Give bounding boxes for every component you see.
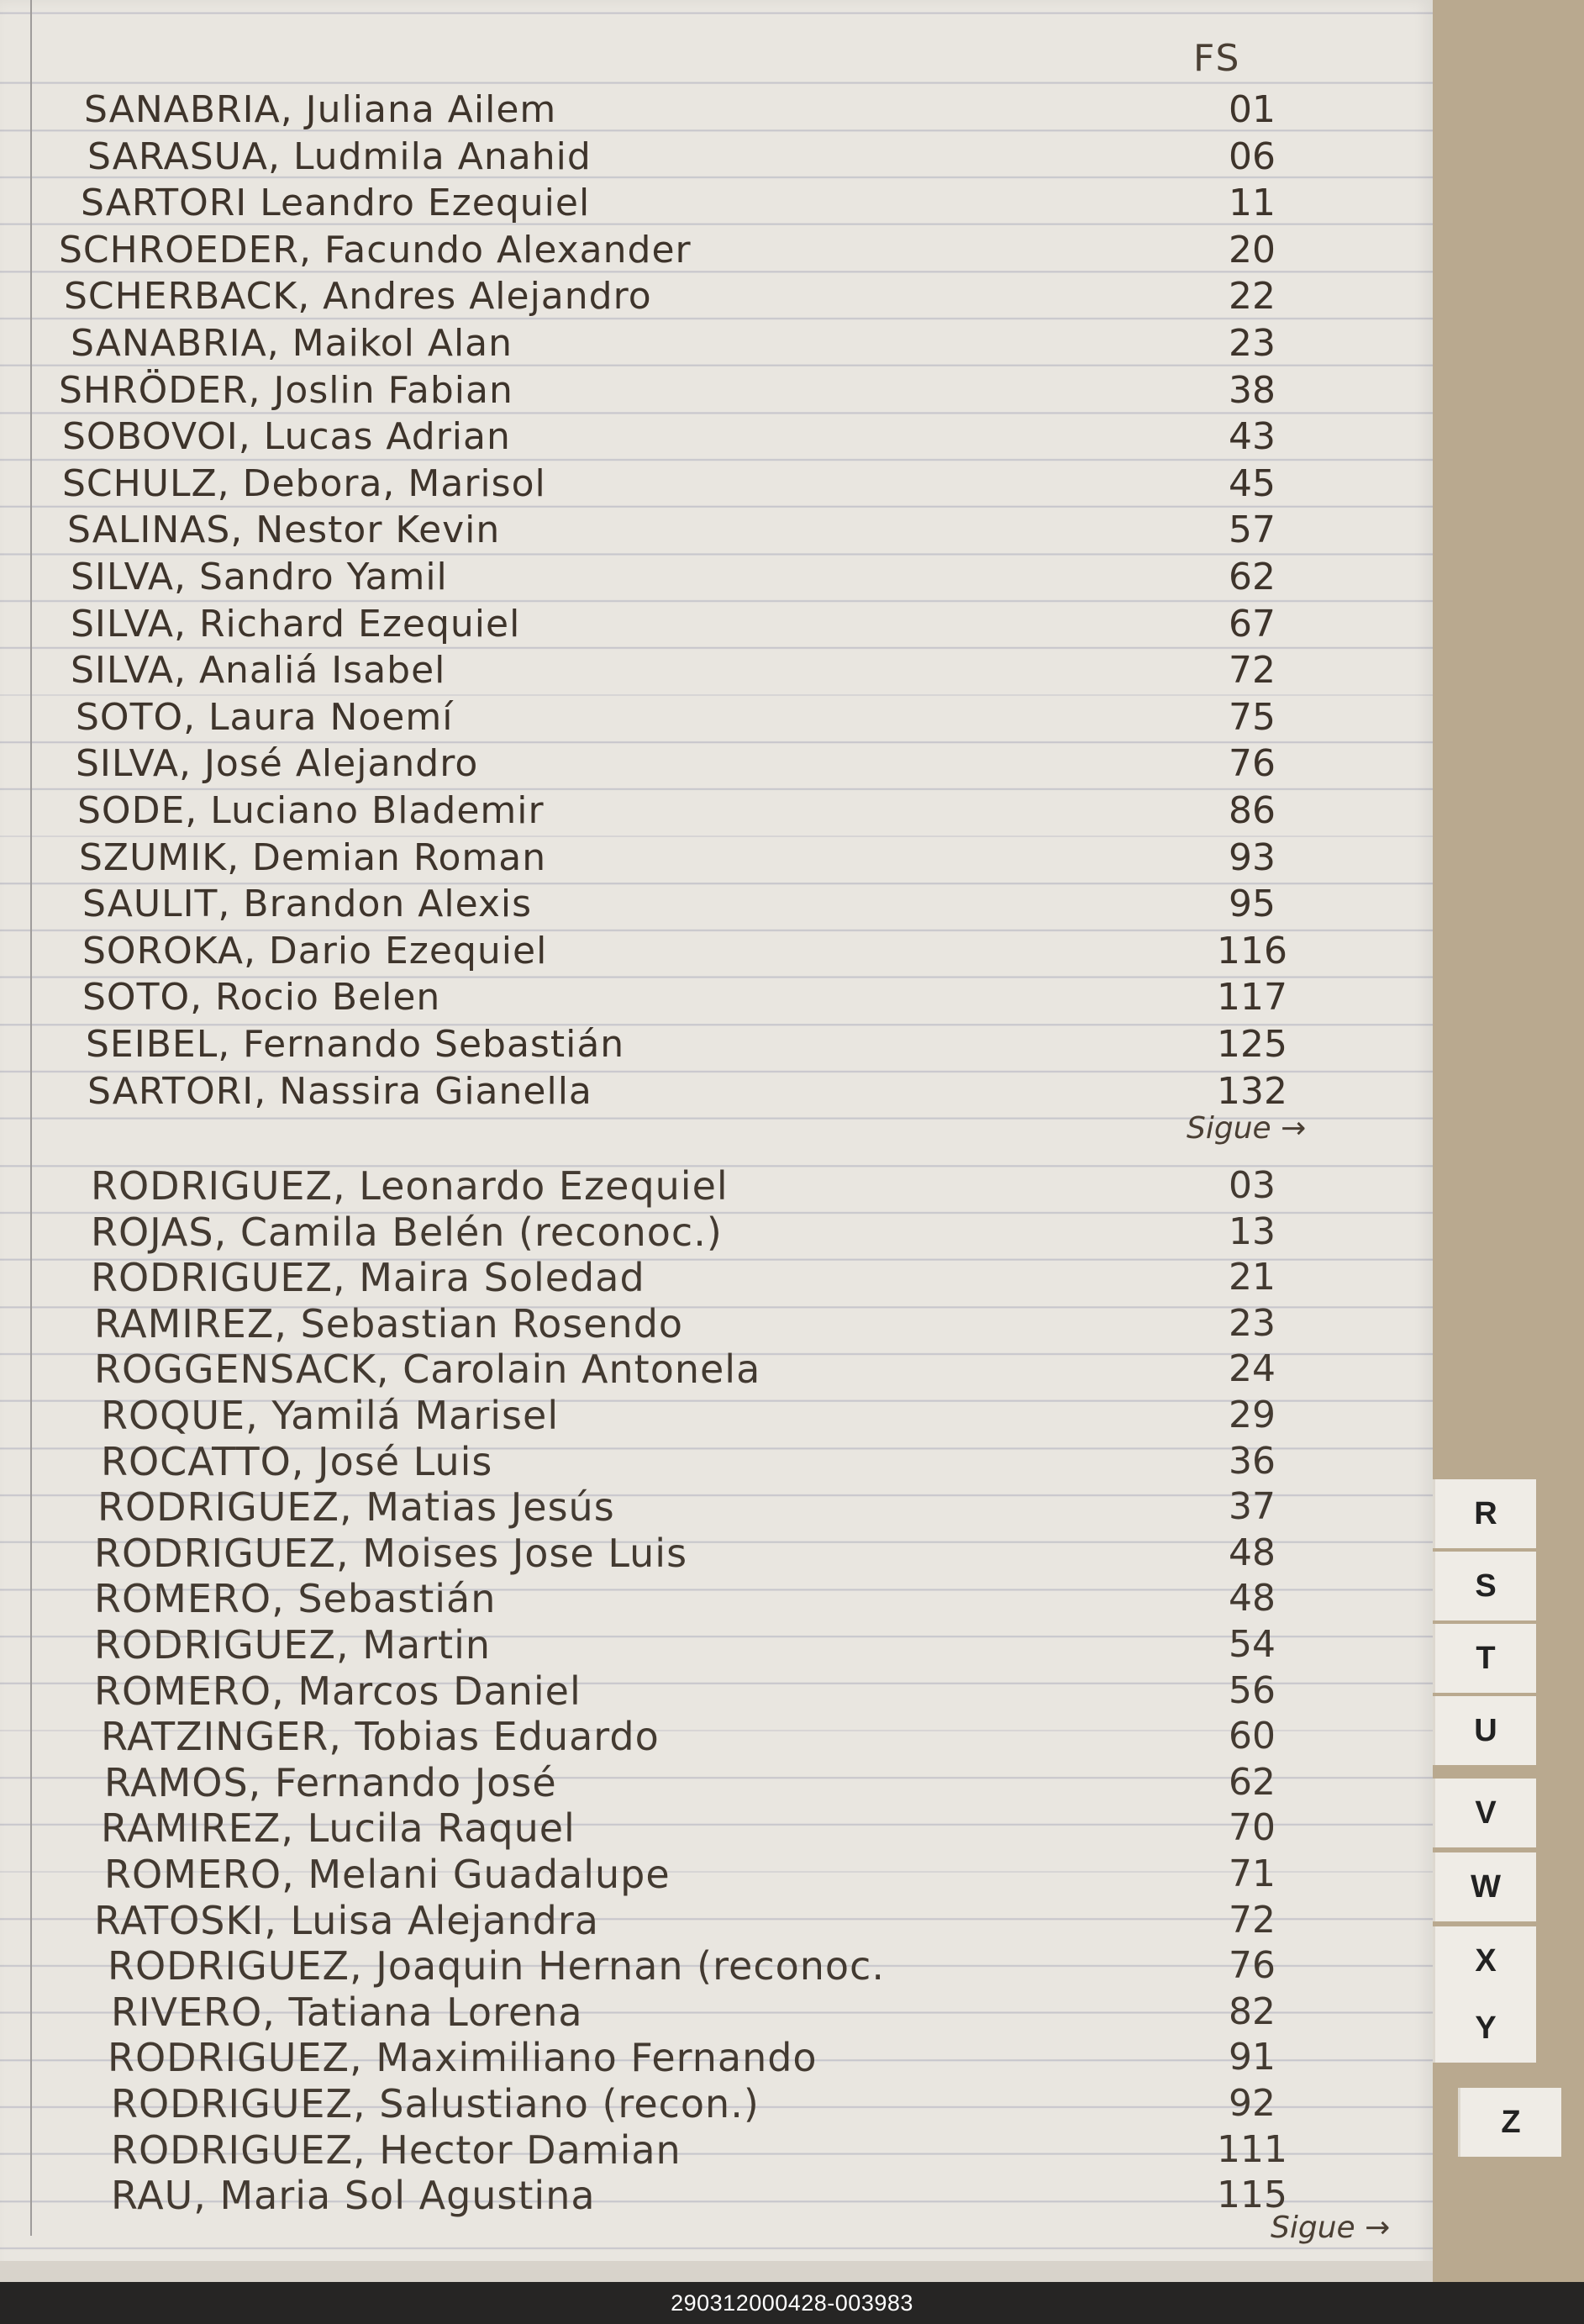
fs-column-header: FS [1193,37,1241,80]
entry-name: SAULIT, Brandon Alexis [82,883,533,926]
entry-folio: 76 [1229,1944,1276,1988]
entry-name: SANABRIA, Maikol Alan [71,322,513,365]
list-item [0,741,1433,787]
list-item [0,1668,1433,1714]
index-tab[interactable]: U [1433,1696,1536,1765]
index-tab[interactable]: W [1433,1852,1536,1921]
continue-note-text: Sigue [1271,2211,1355,2245]
right-arrow-icon: → [1281,1111,1307,1146]
entry-name: ROQUE, Yamilá Marisel [101,1393,560,1438]
entry-folio: 03 [1229,1164,1276,1207]
entry-name: SZUMIK, Demian Roman [79,835,547,879]
list-item [0,321,1433,366]
entry-folio: 76 [1229,742,1276,786]
list-item [0,882,1433,927]
entry-folio: 06 [1229,134,1276,178]
entry-name: SOROKA, Dario Ezequiel [82,929,548,972]
entry-name: RODRIGUEZ, Martin [94,1622,492,1668]
entry-name: SARTORI Leandro Ezequiel [81,182,591,225]
entry-folio: 116 [1217,929,1287,972]
list-item [0,228,1433,273]
entry-name: SILVA, José Alejandro [76,742,479,786]
entry-folio: 72 [1229,1898,1276,1942]
entry-folio: 60 [1229,1715,1276,1758]
entry-name: ROJAS, Camila Belén (reconoc.) [91,1209,723,1255]
entry-folio: 01 [1229,88,1276,131]
entry-folio: 48 [1229,1577,1276,1620]
entry-folio: 57 [1229,509,1276,552]
entry-name: RAMOS, Fernando José [104,1759,557,1805]
entry-folio: 115 [1217,2174,1287,2217]
entry-name: SCHERBACK, Andres Alejandro [64,275,652,319]
entry-folio: 29 [1229,1394,1276,1436]
list-item [0,461,1433,507]
entry-name: RIVERO, Tatiana Lorena [111,1989,583,2035]
entry-folio: 48 [1229,1531,1276,1574]
entry-folio: 45 [1229,461,1276,505]
entry-name: RODRIGUEZ, Maira Soledad [91,1255,645,1301]
entry-folio: 24 [1229,1347,1276,1391]
entry-folio: 36 [1229,1439,1276,1483]
list-item [0,788,1433,834]
entry-name: RODRIGUEZ, Salustiano (recon.) [111,2081,760,2126]
entry-folio: 20 [1229,228,1276,271]
entry-name: SCHULZ, Debora, Marisol [62,461,546,505]
list-item [0,1714,1433,1759]
entry-name: ROMERO, Sebastián [94,1576,497,1622]
entry-name: SILVA, Analiá Isabel [71,649,446,693]
entry-folio: 71 [1229,1852,1276,1895]
entry-folio: 125 [1217,1023,1287,1066]
list-item [0,414,1433,460]
entry-name: SOBOVOI, Lucas Adrian [62,415,511,459]
list-item [0,1439,1433,1484]
entry-name: RODRIGUEZ, Joaquin Hernan (reconoc. [108,1943,885,1989]
list-item [0,1484,1433,1530]
list-item [0,134,1433,180]
entry-name: ROMERO, Marcos Daniel [94,1668,582,1714]
entry-folio: 37 [1229,1485,1276,1529]
entry-name: ROMERO, Melani Guadalupe [104,1852,671,1897]
index-tab[interactable]: S [1433,1552,1536,1620]
list-item [0,2127,1433,2173]
list-item [0,648,1433,693]
list-item [0,1531,1433,1576]
entry-folio: 43 [1229,415,1276,459]
entry-name: RAMIREZ, Lucila Raquel [101,1805,576,1852]
entry-folio: 11 [1229,182,1276,225]
list-item [0,274,1433,319]
entry-folio: 38 [1229,368,1276,412]
list-item [0,1805,1433,1851]
entry-name: SARASUA, Ludmila Anahid [87,134,592,178]
list-item [0,1301,1433,1346]
list-item [0,1622,1433,1668]
page-bottom-edge [0,2261,1433,2282]
entry-name: SILVA, Sandro Yamil [71,556,448,598]
list-item [0,508,1433,553]
index-tab[interactable]: T [1433,1624,1536,1693]
list-item [0,1989,1433,2035]
entry-folio: 92 [1229,2082,1276,2125]
index-tab[interactable]: X [1433,1926,1536,1995]
entry-name: RODRIGUEZ, Maximiliano Fernando [108,2035,818,2081]
list-item [0,1943,1433,1989]
entry-name: RODRIGUEZ, Leonardo Ezequiel [91,1163,729,1209]
list-item [0,1209,1433,1255]
entry-folio: 91 [1229,2036,1276,2079]
footer-bar [0,2282,1584,2324]
entry-folio: 86 [1229,789,1276,832]
entry-folio: 54 [1229,1623,1276,1666]
entry-name: SILVA, Richard Ezequiel [71,602,521,646]
entry-folio: 75 [1229,695,1276,739]
entry-folio: 23 [1229,322,1276,365]
document-code: 290312000428-003983 [671,2290,913,2316]
index-tab[interactable]: R [1433,1479,1536,1548]
entry-name: ROCATTO, José Luis [101,1438,493,1484]
list-item [0,1760,1433,1805]
list-item [0,1069,1433,1115]
entry-folio: 13 [1229,1209,1276,1253]
entry-folio: 111 [1217,2127,1287,2171]
list-item [0,87,1433,133]
list-item [0,2035,1433,2080]
list-item [0,1022,1433,1067]
entry-folio: 23 [1229,1301,1276,1345]
entry-name: RAU, Maria Sol Agustina [111,2173,596,2219]
entry-folio: 62 [1229,1760,1276,1804]
list-item [0,929,1433,974]
list-item [0,835,1433,881]
entry-folio: 117 [1217,976,1287,1020]
list-item [0,1852,1433,1897]
entry-name: RATOSKI, Luisa Alejandra [94,1897,599,1943]
entry-name: SARTORI, Nassira Gianella [87,1069,592,1113]
continue-note-text: Sigue [1187,1111,1271,1146]
entry-folio: 56 [1229,1668,1276,1712]
entry-name: SODE, Luciano Blademir [77,789,545,832]
entry-folio: 82 [1229,1989,1276,2033]
list-item [0,1346,1433,1392]
list-item [0,368,1433,414]
list-item [0,555,1433,600]
entry-folio: 95 [1229,883,1276,926]
entry-folio: 70 [1229,1806,1276,1850]
list-item [0,1393,1433,1438]
list-item [0,2081,1433,2126]
list-item [0,181,1433,226]
right-arrow-icon: → [1365,2211,1391,2245]
entry-folio: 21 [1229,1256,1276,1299]
entry-name: SANABRIA, Juliana Ailem [84,88,557,131]
continue-note-2 [1271,2211,1390,2245]
list-item [0,1163,1433,1209]
entry-folio: 62 [1229,556,1276,598]
continue-note-1 [1187,1111,1306,1146]
entry-name: RODRIGUEZ, Hector Damian [111,2126,681,2173]
list-item [0,1898,1433,1943]
alphabet-index-tabs [1433,1479,1584,2219]
entry-name: ROGGENSACK, Carolain Antonela [94,1346,761,1393]
list-item [0,695,1433,740]
entry-folio: 132 [1217,1069,1287,1113]
entry-name: RODRIGUEZ, Matias Jesús [97,1484,615,1531]
entry-folio: 93 [1229,835,1276,879]
entry-name: SOTO, Laura Noemí [76,695,454,739]
list-item [0,1576,1433,1621]
entry-name: SALINAS, Nestor Kevin [67,509,501,552]
entry-folio: 22 [1229,275,1276,319]
index-tab[interactable]: V [1433,1779,1536,1847]
entry-name: SCHROEDER, Facundo Alexander [59,228,692,271]
entry-name: RODRIGUEZ, Moises Jose Luis [94,1530,688,1576]
entry-name: RAMIREZ, Sebastian Rosendo [94,1300,684,1346]
index-tab[interactable]: Z [1458,2088,1561,2157]
entry-name: SOTO, Rocio Belen [82,976,441,1020]
entry-name: SHRÖDER, Joslin Fabian [59,368,513,412]
list-item [0,602,1433,647]
index-tab[interactable]: Y [1433,1994,1536,2063]
entry-folio: 72 [1229,649,1276,693]
list-item [0,2173,1433,2218]
entry-name: RATZINGER, Tobias Eduardo [101,1714,660,1760]
list-item [0,975,1433,1020]
entry-name: SEIBEL, Fernando Sebastián [86,1023,625,1066]
list-item [0,1255,1433,1300]
entry-folio: 67 [1229,602,1276,646]
